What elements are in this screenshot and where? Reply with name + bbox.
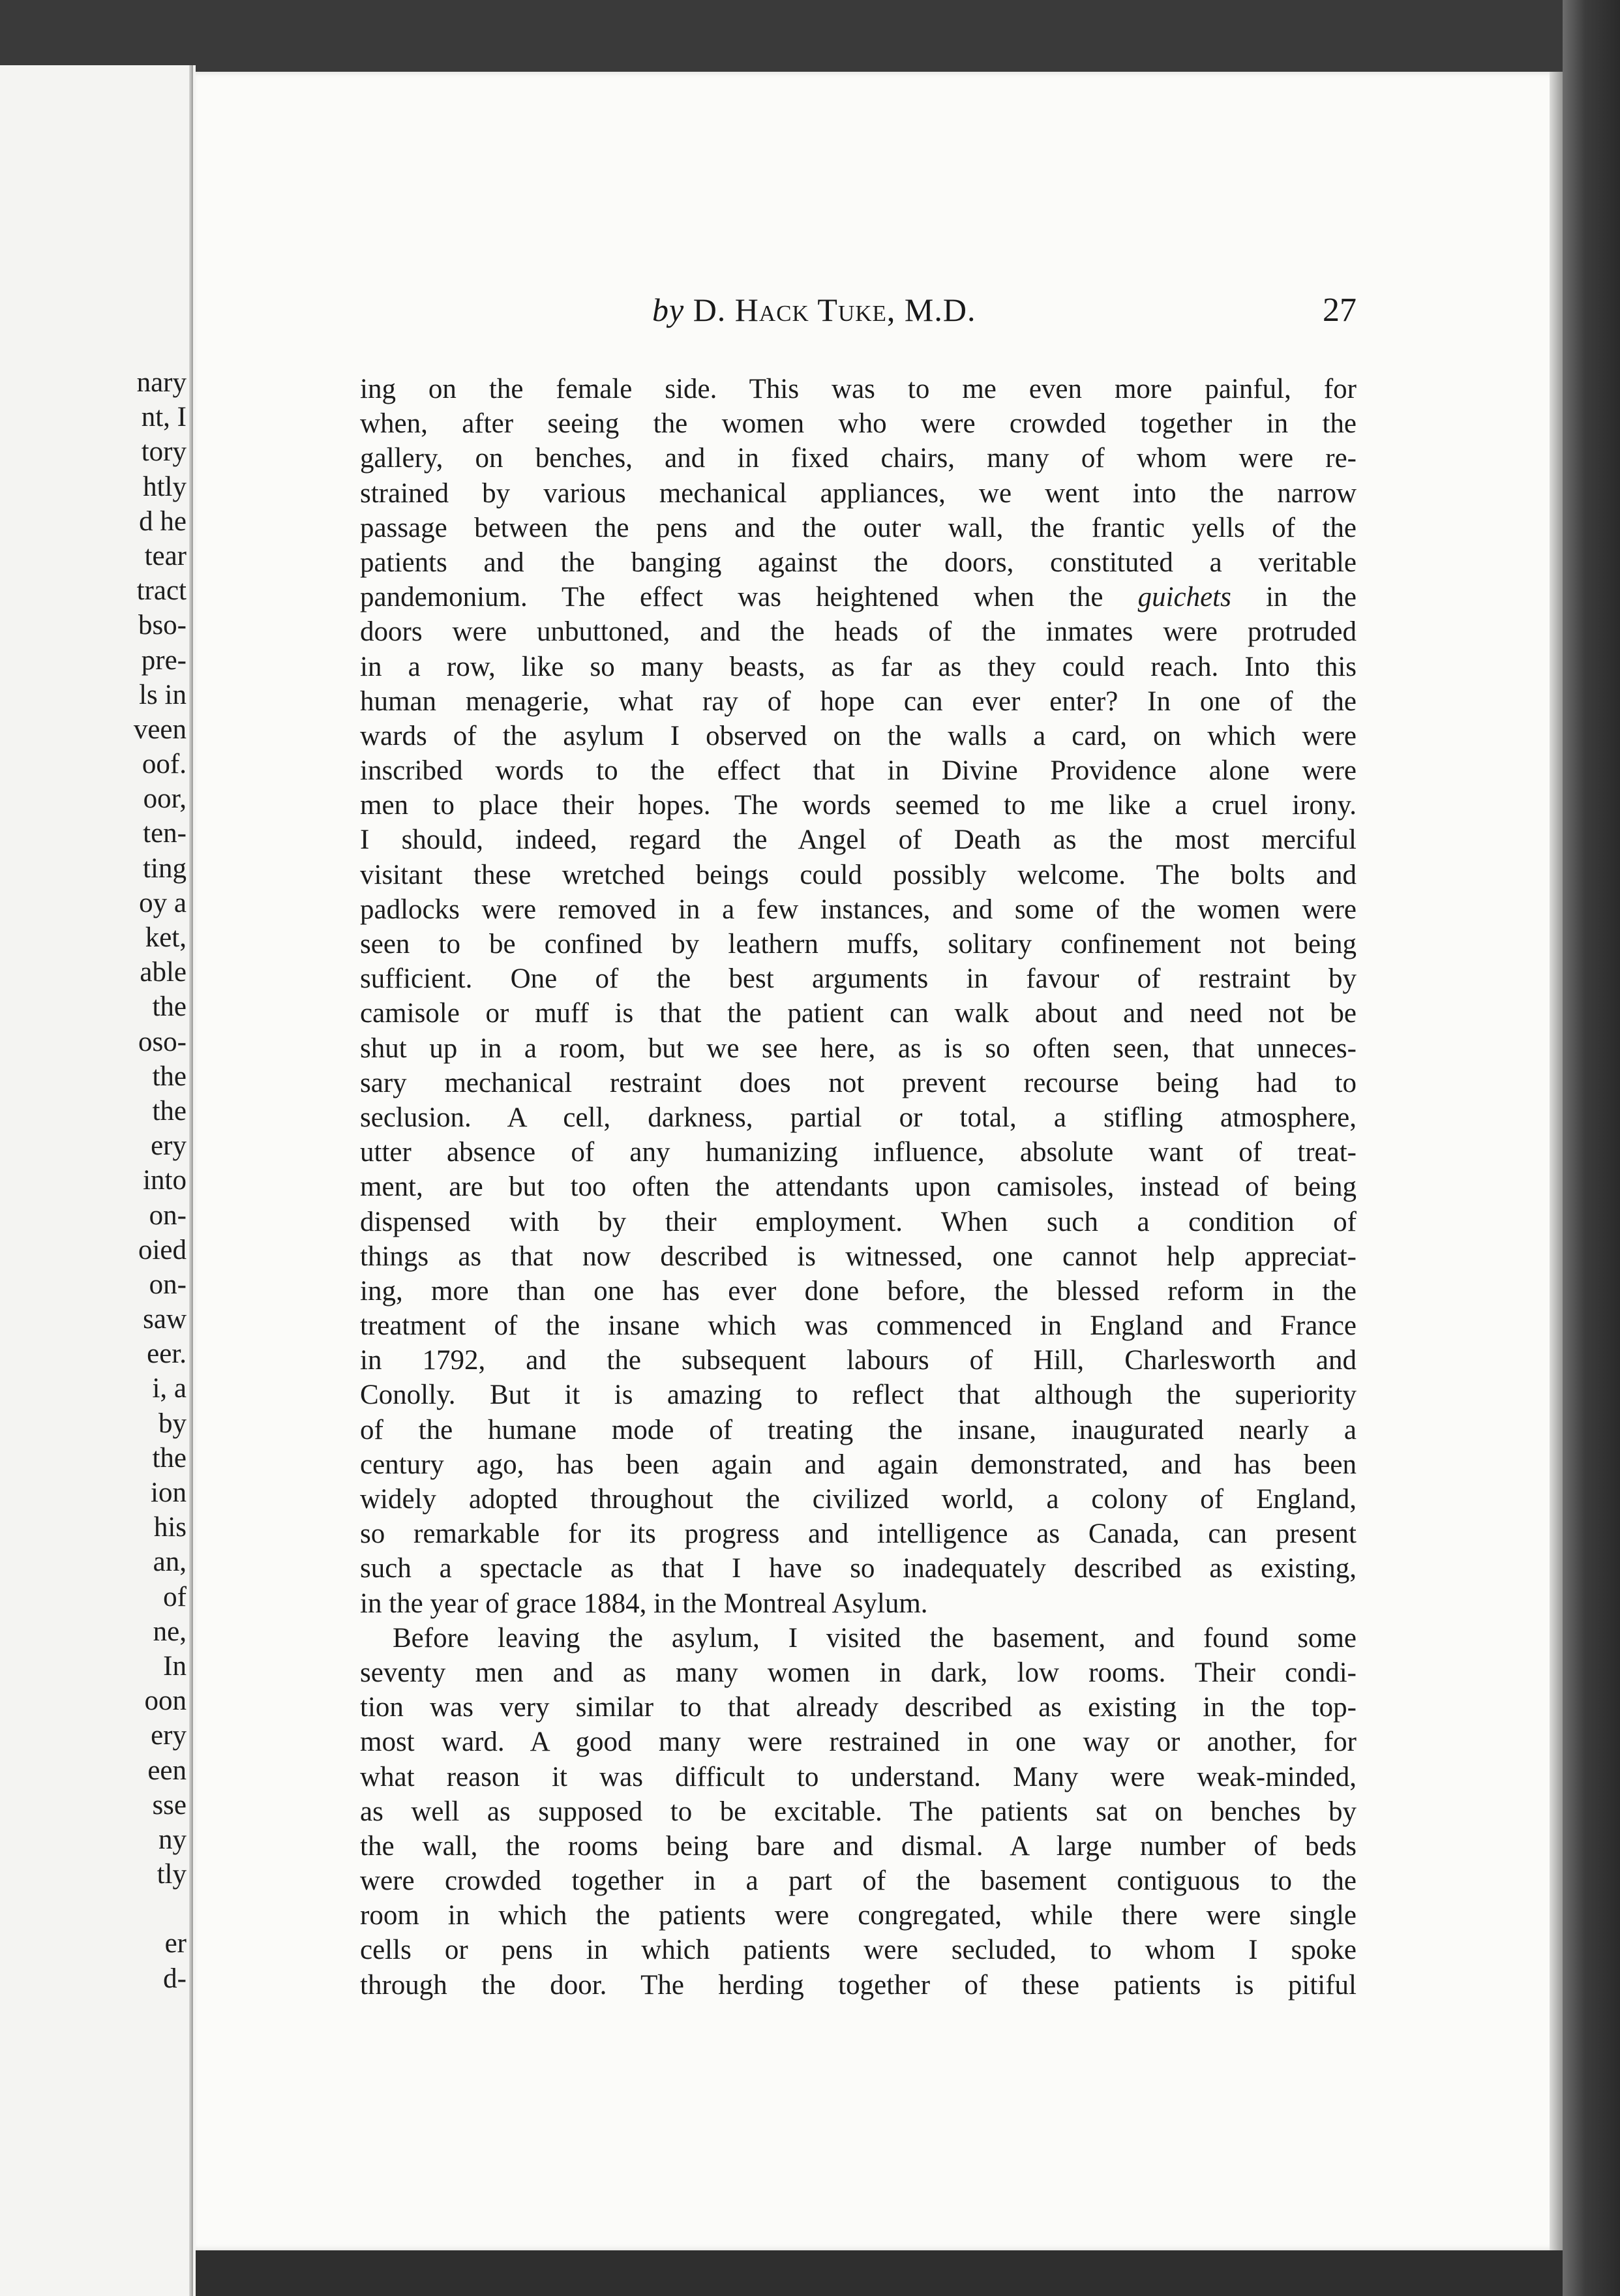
previous-page-line: the [152,1061,187,1092]
text-line: widely adopted throughout the civilized world, a colony of England, [360,1484,1357,1515]
text-line: seen to be confined by leathern muffs, solitary confinement not being [360,929,1357,959]
text-line: camisole or muff is that the patient can walk about and need not be [360,998,1357,1029]
page-number: 27 [1323,292,1357,329]
text-line: what reason it was difficult to understand. Many were weak-minded, [360,1761,1357,1792]
previous-page-line: saw [143,1304,187,1335]
text-line: tion was very similar to that already described as existing in the top- [360,1692,1357,1723]
text-line: the wall, the rooms being bare and dismal. A large number of beds [360,1830,1357,1862]
text-line: visitant these wretched beings could possibly welcome. The bolts and [360,859,1357,890]
text-line: doors were unbuttoned, and the heads of the inmates were protruded [360,616,1357,648]
text-line: inscribed words to the effect that in Divine Providence alone were [360,755,1357,787]
text-line: gallery, on benches, and in fixed chairs, many of whom were re- [360,443,1357,474]
previous-page-line: ery [151,1130,187,1162]
previous-page-line: ny [158,1824,187,1855]
previous-page-line: the [152,1095,187,1126]
previous-page-line: by [158,1408,187,1439]
previous-page-line: ion [151,1477,187,1508]
text-line: such a spectacle as that I have so inadequately described as existing, [360,1553,1357,1584]
text-line: things as that now described is witnessed, one cannot help appreciat- [360,1241,1357,1272]
previous-page-line: tear [144,540,187,571]
text-line: when, after seeing the women who were crowded together in the [360,408,1357,440]
text-line: in 1792, and the subsequent labours of Hill, Charlesworth and [360,1345,1357,1376]
previous-page-line: d he [139,506,187,537]
previous-page-line: oy a [139,887,187,918]
previous-page-line: able [140,957,187,988]
previous-page-line: ne, [153,1616,187,1647]
previous-page-line: nary [136,367,187,398]
text-line: of the humane mode of treating the insane, inaugurated nearly a [360,1414,1357,1445]
previous-page-line: veen [133,714,187,745]
previous-page-margin [0,65,196,2296]
text-line: treatment of the insane which was commenced in England and France [360,1310,1357,1342]
text-line: passage between the pens and the outer wall, the frantic yells of the [360,512,1357,543]
text-line: dispensed with by their employment. When such a condition of [360,1206,1357,1237]
previous-page-line: into [143,1165,187,1196]
scanner-edge [1563,0,1620,2296]
previous-page-line: ery [151,1720,187,1751]
previous-page-line: oied [138,1234,187,1265]
previous-page-line: his [153,1512,187,1543]
previous-page-line: of [163,1581,187,1612]
body-text [360,372,1357,2002]
text-line: Before leaving the asylum, I visited the basement, and found some [393,1622,1357,1654]
previous-page-text-fragments [17,365,187,1996]
text-line: were crowded together in a part of the basement contiguous to the [360,1865,1357,1897]
previous-page-line: pre- [141,644,187,676]
text-line: I should, indeed, regard the Angel of Death as the most merciful [360,824,1357,856]
previous-page-line: on- [149,1269,187,1300]
running-head [359,291,1357,343]
previous-page-line: the [152,1442,187,1473]
previous-page-line: tract [136,575,187,607]
text-line: in a row, like so many beasts, as far as they could reach. Into this [360,651,1357,682]
running-title: by D. Hack Tuke, M.D. [652,292,976,328]
text-line: seclusion. A cell, darkness, partial or total, a stifling atmosphere, [360,1102,1357,1133]
previous-page-line: oso- [138,1026,187,1057]
previous-page-line: on- [149,1200,187,1231]
text-line: sary mechanical restraint does not prevent recourse being had to [360,1067,1357,1098]
previous-page-line: oof. [142,749,187,780]
previous-page-line: tly [157,1859,187,1890]
text-line: as well as supposed to be excitable. The patients sat on benches by [360,1796,1357,1827]
text-line: through the door. The herding together of these patients is pitiful [360,1969,1357,2001]
previous-page-line [17,1892,187,1926]
previous-page-line: oor, [143,783,187,815]
text-line: so remarkable for its progress and intelligence as Canada, can present [360,1518,1357,1550]
previous-page-line: sse [152,1789,187,1820]
previous-page-line: een [147,1755,187,1786]
text-line: sufficient. One of the best arguments in favour of restraint by [360,963,1357,995]
text-line: human menagerie, what ray of hope can ever enter? In one of the [360,686,1357,717]
text-line: ing, more than one has ever done before, the blessed reform in the [360,1275,1357,1307]
previous-page-line: the [152,991,187,1023]
previous-page-line: htly [143,471,187,502]
previous-page-line: ls in [139,679,187,710]
page-gutter [189,65,193,2296]
text-line: room in which the patients were congregated, while there were single [360,1900,1357,1931]
text-line: Conolly. But it is amazing to reflect that although the superiority [360,1380,1357,1411]
previous-page-line: i, a [152,1373,187,1404]
text-line: strained by various mechanical appliances, we went into the narrow [360,477,1357,509]
text-line: century ago, has been again and again demonstrated, and has been [360,1449,1357,1480]
previous-page-line: er [164,1928,187,1959]
previous-page-line: tory [141,436,187,468]
previous-page-line: In [163,1650,187,1682]
previous-page-line: an, [153,1547,187,1578]
text-line: most ward. A good many were restrained in one way or another, for [360,1727,1357,1758]
previous-page-line: ket, [145,922,187,953]
text-line: patients and the banging against the doors, constituted a veritable [360,547,1357,578]
text-line: ing on the female side. This was to me even more painful, for [360,374,1357,404]
text-line: seventy men and as many women in dark, low rooms. Their condi- [360,1657,1357,1688]
text-line: men to place their hopes. The words seemed to me like a cruel irony. [360,790,1357,821]
text-line: padlocks were removed in a few instances, and some of the women were [360,894,1357,925]
text-line: shut up in a room, but we see here, as is so often seen, that unneces- [360,1033,1357,1064]
text-line: pandemonium. The effect was heightened when the guichets in the [360,582,1357,613]
previous-page-line: ten- [143,818,187,849]
previous-page-line: d- [163,1963,187,1994]
previous-page-line: ting [143,853,187,884]
text-line: wards of the asylum I observed on the walls a card, on which were [360,720,1357,751]
text-line: in the year of grace 1884, in the Montreal Asylum. [360,1588,928,1619]
previous-page-line: oon [144,1685,187,1717]
text-line: utter absence of any humanizing influence, absolute want of treat- [360,1137,1357,1168]
previous-page-line: nt, I [141,402,187,433]
previous-page-line: eer. [147,1338,187,1370]
text-line: cells or pens in which patients were secluded, to whom I spoke [360,1935,1357,1966]
previous-page-line: bso- [138,610,187,641]
text-line: ment, are but too often the attendants upon camisoles, instead of being [360,1171,1357,1203]
